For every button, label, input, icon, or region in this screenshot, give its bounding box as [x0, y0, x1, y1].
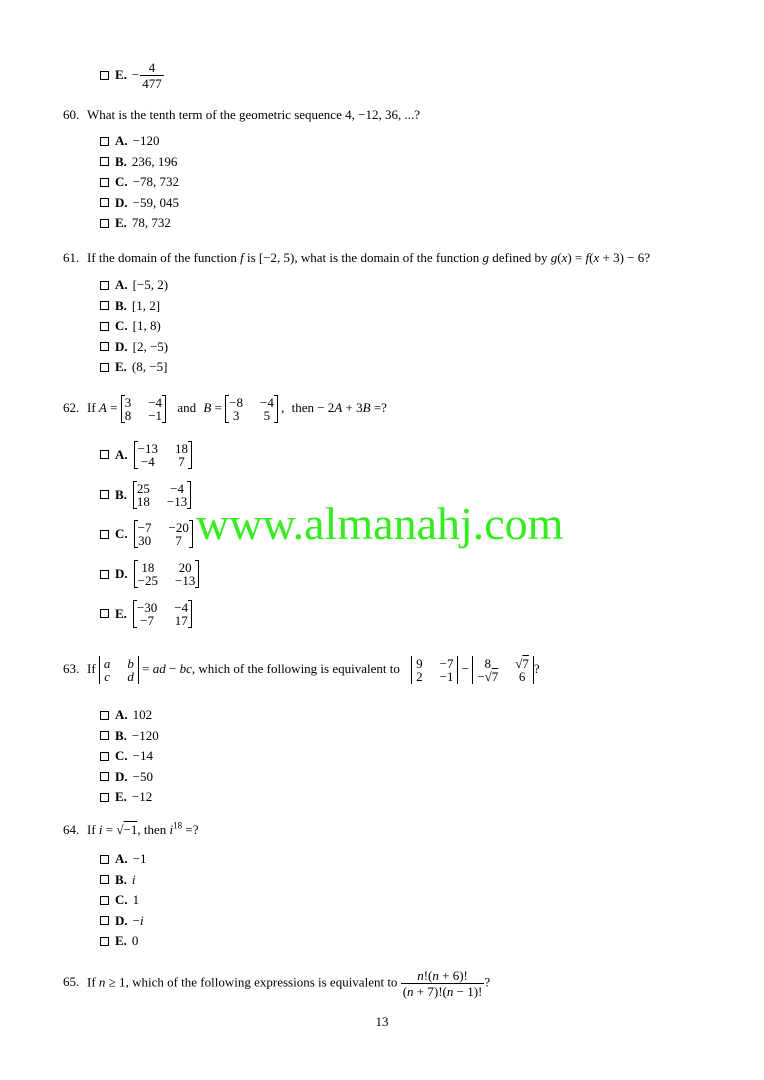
answer-option-a: [100, 849, 146, 870]
math-expression: g(x) = f(x + 3) − 6: [550, 250, 645, 265]
watermark: www.almanahj.com: [196, 498, 564, 549]
option-letter: C.: [115, 892, 128, 907]
matrix-cell: 8: [124, 408, 132, 423]
power-base: i: [169, 822, 174, 837]
matrix-cell: −4: [140, 453, 155, 469]
question-text: , which of the following expressions is equivalent to: [125, 973, 398, 989]
question-text: If: [87, 660, 96, 676]
option-value: 102: [132, 707, 153, 722]
checkbox-icon: [100, 322, 109, 331]
option-value: −59, 045: [132, 194, 179, 210]
determinant-cell: d: [127, 669, 134, 684]
math-expression: i = √−1: [98, 822, 138, 837]
matrix-label: A =: [98, 399, 118, 415]
matrix-cell: 7: [178, 453, 185, 469]
option-letter: E.: [115, 933, 127, 948]
checkbox-icon: [100, 570, 109, 579]
option-value: 0: [131, 933, 139, 948]
checkbox-icon: [100, 137, 109, 146]
matrix-cell: 3: [232, 408, 240, 423]
option-letter: D.: [115, 768, 128, 784]
determinant-cell: 2: [416, 669, 423, 684]
option-value: −1: [132, 851, 147, 866]
answer-option-a: [100, 705, 159, 726]
question-63: [63, 656, 540, 684]
option-letter: A.: [115, 446, 128, 462]
question-text: defined by: [492, 250, 548, 265]
question-number: 65.: [63, 973, 80, 989]
checkbox-icon: [100, 363, 109, 372]
option-letter: E.: [115, 789, 127, 804]
checkbox-icon: [100, 793, 109, 802]
matrix-a: [121, 395, 166, 423]
matrix-cell: −13: [174, 573, 196, 589]
option-letter: E.: [115, 359, 127, 374]
matrix-answer: [134, 520, 193, 548]
question-65: [63, 969, 490, 998]
answer-option-e: [100, 357, 168, 378]
matrix-cell: −13: [137, 440, 158, 456]
question-number: 60.: [63, 107, 80, 122]
checkbox-icon: [100, 530, 109, 539]
option-letter: A.: [115, 851, 128, 866]
checkbox-icon: [100, 937, 109, 946]
question-text: , what is the domain of the function: [294, 250, 480, 265]
answer-options-64: [100, 849, 146, 952]
option-letter: E.: [115, 215, 127, 230]
option-value: [1, 2]: [131, 297, 161, 313]
option-value: [2, −5): [132, 338, 169, 354]
checkbox-icon: [100, 752, 109, 761]
fraction-denominator: 477: [142, 75, 162, 91]
question-number: 62.: [63, 399, 80, 415]
determinant-2: [472, 656, 534, 684]
determinant-cell: √7: [515, 656, 529, 671]
option-letter: D.: [115, 566, 128, 582]
option-letter: C.: [115, 526, 128, 542]
matrix-cell: 18: [141, 560, 155, 576]
option-letter: D.: [115, 912, 128, 928]
question-text: What is the tenth term of the geometric sequence: [87, 107, 342, 122]
matrix-answer: [134, 441, 192, 469]
answer-option-e: [100, 787, 159, 808]
checkbox-icon: [100, 342, 109, 351]
checkbox-icon: [100, 916, 109, 925]
matrix-cell: 25: [136, 480, 150, 496]
option-value: −120: [131, 727, 159, 743]
answer-option-b: [100, 725, 159, 746]
checkbox-icon: [100, 896, 109, 905]
matrix-cell: −8: [229, 395, 243, 410]
checkbox-icon: [100, 301, 109, 310]
question-text: and: [177, 399, 197, 415]
fraction: [401, 969, 485, 998]
answer-option-e-q59: [100, 61, 164, 89]
matrix-cell: 18: [174, 440, 188, 456]
math-variable: g: [482, 250, 489, 265]
question-mark: ?: [644, 250, 651, 265]
math-interval: [−2, 5): [258, 250, 295, 265]
answer-option-d: [100, 766, 159, 787]
option-value: i: [131, 871, 136, 887]
option-letter: B.: [115, 871, 127, 887]
matrix-cell: 17: [174, 612, 188, 628]
option-letter: D.: [115, 338, 128, 354]
answer-option-d: [100, 336, 168, 357]
question-62: [63, 395, 387, 423]
matrix-cell: 3: [124, 395, 132, 410]
option-value: 236, 196: [131, 153, 178, 169]
option-value: −12: [131, 789, 153, 804]
option-value: 1: [132, 892, 140, 907]
option-value: 78, 732: [131, 215, 171, 230]
checkbox-icon: [100, 219, 109, 228]
determinant-definition: [99, 656, 139, 684]
matrix-b: [225, 395, 278, 423]
question-text: If the domain of the function: [87, 250, 237, 265]
answer-options-62: [100, 435, 199, 634]
matrix-label: B =: [203, 399, 222, 415]
option-letter: B.: [115, 727, 127, 743]
determinant-cell: −1: [439, 669, 454, 684]
matrix-cell: −4: [259, 395, 274, 410]
answer-option-d: [100, 910, 146, 931]
answer-options-60: [100, 131, 179, 234]
matrix-cell: −25: [137, 573, 158, 589]
matrix-answer: [134, 560, 200, 588]
checkbox-icon: [100, 157, 109, 166]
option-letter: C.: [115, 174, 128, 189]
question-text: If: [87, 399, 96, 415]
question-text: , then: [137, 822, 167, 837]
answer-option-b: [100, 475, 199, 515]
checkbox-icon: [100, 71, 109, 80]
checkbox-icon: [100, 711, 109, 720]
determinant-cell: −7: [439, 656, 454, 671]
question-mark: ?: [533, 660, 540, 676]
question-number: 63.: [63, 660, 80, 676]
option-letter: A.: [115, 277, 128, 292]
question-text: , which of the following is equivalent to: [191, 660, 400, 676]
matrix-cell: 5: [263, 408, 271, 423]
option-letter: C.: [115, 748, 128, 763]
matrix-cell: −30: [136, 599, 158, 615]
checkbox-icon: [100, 198, 109, 207]
option-value: [−5, 2): [132, 277, 169, 292]
checkbox-icon: [100, 772, 109, 781]
determinant-cell: −√7: [477, 669, 499, 684]
option-letter: A.: [115, 707, 128, 722]
checkbox-icon: [100, 490, 109, 499]
matrix-cell: 7: [175, 533, 182, 549]
question-text: If: [87, 822, 96, 837]
answer-option-e: [100, 213, 179, 234]
question-61: [63, 250, 650, 266]
determinant-cell: a: [103, 656, 111, 671]
option-value: −14: [132, 748, 153, 763]
matrix-cell: −4: [170, 480, 185, 496]
option-letter: E.: [115, 605, 127, 621]
answer-option-c: [100, 890, 146, 911]
determinant-cell: 8: [484, 656, 492, 671]
answer-option-d: [100, 192, 179, 213]
checkbox-icon: [100, 281, 109, 290]
option-value: −120: [132, 133, 160, 148]
matrix-cell: 30: [138, 533, 152, 549]
checkbox-icon: [100, 450, 109, 459]
option-value: [1, 8): [132, 318, 161, 333]
fraction-denominator: (n + 7)!(n − 1)!: [402, 983, 483, 999]
option-value: (8, −5]: [131, 359, 168, 374]
answer-option-b: [100, 151, 179, 172]
question-60: [63, 107, 420, 123]
answer-option-c: [100, 172, 179, 193]
option-letter: B.: [115, 486, 127, 502]
matrix-cell: −1: [148, 408, 163, 423]
answer-option-b: [100, 295, 168, 316]
matrix-answer: [133, 600, 192, 628]
math-condition: n ≥ 1: [98, 973, 126, 989]
answer-options-61: [100, 275, 168, 378]
math-expression: − 2A + 3B =?: [317, 399, 387, 415]
answer-option-c: [100, 746, 159, 767]
minus-sign: −: [131, 67, 140, 82]
answer-option-e: [100, 931, 146, 952]
option-letter: B.: [115, 297, 127, 313]
option-value: −i: [132, 912, 144, 928]
matrix-cell: −13: [166, 493, 188, 509]
question-64: [63, 822, 198, 838]
answer-options-63: [100, 705, 159, 808]
matrix-cell: −7: [137, 520, 152, 536]
math-sequence: 4, −12, 36, ...?: [345, 107, 420, 122]
option-value: −50: [132, 768, 153, 784]
math-expression: =?: [185, 822, 199, 837]
fraction-numerator: 4: [140, 61, 164, 76]
option-letter: E.: [115, 67, 127, 82]
question-text: If: [87, 973, 96, 989]
option-letter: B.: [115, 153, 127, 169]
answer-option-c: [100, 515, 199, 555]
option-letter: C.: [115, 318, 128, 333]
question-mark: ?: [484, 973, 491, 989]
answer-option-c: [100, 316, 168, 337]
matrix-cell: −20: [168, 520, 189, 536]
answer-option-a: [100, 131, 179, 152]
matrix-cell: 20: [178, 560, 192, 576]
fraction: [140, 61, 164, 90]
matrix-cell: −4: [174, 599, 189, 615]
checkbox-icon: [100, 731, 109, 740]
math-variable: f: [240, 250, 244, 265]
option-letter: A.: [115, 133, 128, 148]
checkbox-icon: [100, 609, 109, 618]
fraction-numerator: n!(n + 6)!: [401, 969, 485, 984]
checkbox-icon: [100, 178, 109, 187]
math-expression: = ad − bc: [142, 660, 192, 676]
answer-option-d: [100, 554, 199, 594]
determinant-cell: 6: [518, 669, 526, 684]
option-value: −78, 732: [132, 174, 179, 189]
determinant-cell: 9: [416, 656, 423, 671]
matrix-answer: [133, 481, 191, 509]
answer-option-a: [100, 275, 168, 296]
punctuation: ,: [281, 399, 285, 415]
matrix-cell: −4: [148, 395, 163, 410]
answer-option-b: [100, 869, 146, 890]
answer-option-a: [100, 435, 199, 475]
power-exponent: 18: [173, 820, 183, 831]
question-text: is: [246, 250, 256, 265]
determinant-cell: c: [104, 669, 111, 684]
question-text: then: [291, 399, 314, 415]
matrix-cell: 18: [136, 493, 150, 509]
minus-sign: −: [461, 660, 470, 676]
option-letter: D.: [115, 194, 128, 210]
determinant-cell: b: [127, 656, 134, 671]
question-number: 61.: [63, 250, 80, 265]
determinant-1: [411, 656, 458, 684]
checkbox-icon: [100, 855, 109, 864]
matrix-cell: −7: [140, 612, 155, 628]
answer-option-e: [100, 594, 199, 634]
checkbox-icon: [100, 875, 109, 884]
page-number: 13: [375, 1014, 389, 1029]
question-number: 64.: [63, 822, 80, 837]
